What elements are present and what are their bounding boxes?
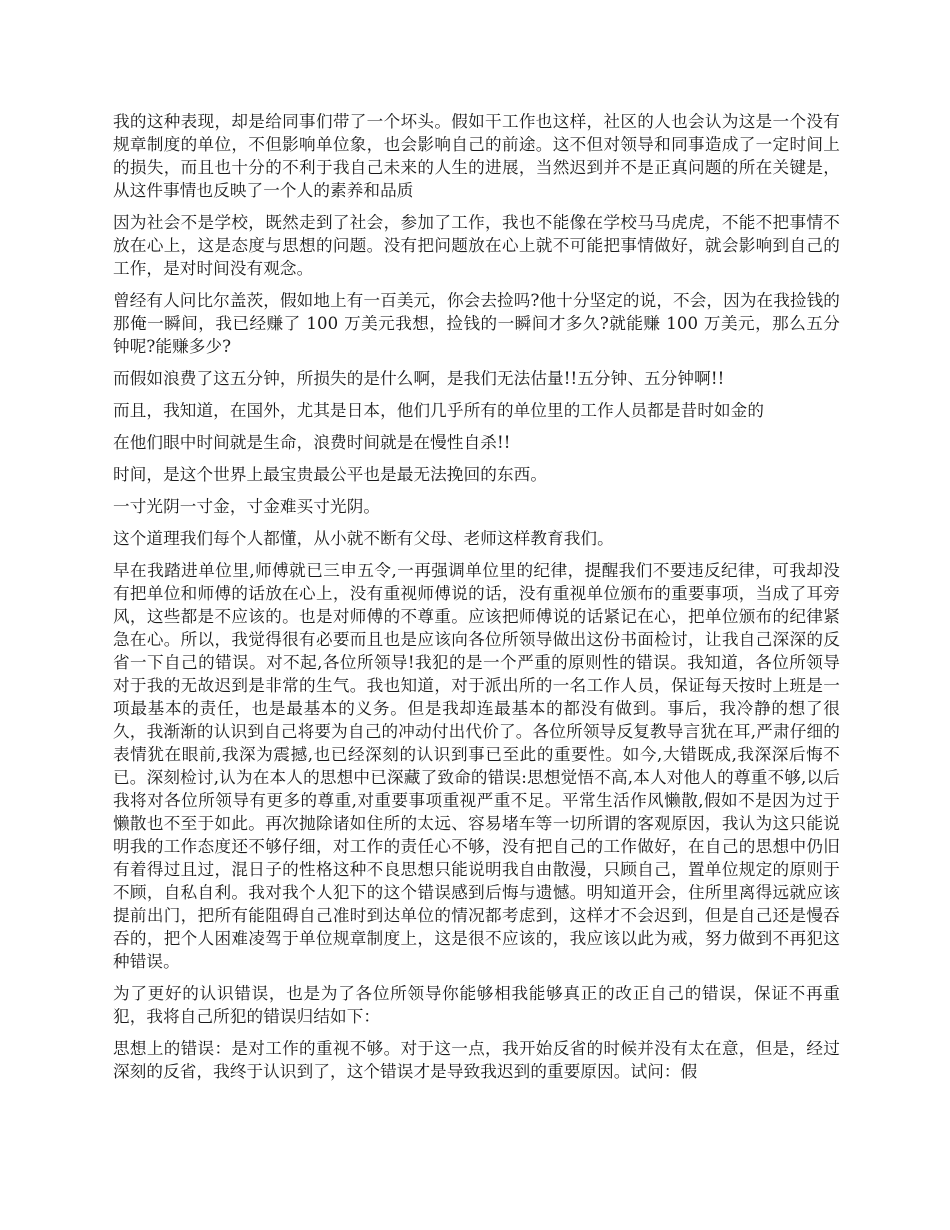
- paragraph: 而且，我知道，在国外，尤其是日本，他们几乎所有的单位里的工作人员都是昔时如金的: [113, 401, 765, 420]
- paragraph: 思想上的错误：是对工作的重视不够。对于这一点，我开始反省的时候并没有太在意，但是，经过深刻的反省，我终于认识到了，这个错误才是导致我迟到的重要原因。试问：假: [113, 1039, 840, 1081]
- paragraph: 而假如浪费了这五分钟，所损失的是什么啊，是我们无法估量!!五分钟、五分钟啊!!: [113, 369, 725, 388]
- paragraph: 时间，是这个世界上最宝贵最公平也是最无法挽回的东西。: [113, 465, 548, 484]
- paragraph: 一寸光阴一寸金，寸金难买寸光阴。: [113, 497, 381, 516]
- paragraph: 曾经有人问比尔盖茨，假如地上有一百美元，你会去捡吗?他十分坚定的说，不会，因为在我捡钱的那俺一瞬间，我已经赚了 100 万美元我想，捡钱的一瞬间才多久?就能赚 100 万美元，那么五分钟呢?能赚多少?: [113, 291, 840, 356]
- paragraph: 因为社会不是学校，既然走到了社会，参加了工作，我也不能像在学校马马虎虎，不能不把事情不放在心上，这是态度与思想的问题。没有把问题放在心上就不可能把事情做好，就会影响到自己的工作，是对时间没有观念。: [113, 213, 840, 278]
- paragraph: 早在我踏进单位里,师傅就已三申五令,一再强调单位里的纪律，提醒我们不要违反纪律，可我却没有把单位和师傅的话放在心上，没有重视师傅说的话，没有重视单位颁布的重要事项，当成了耳旁风，这些都是不应该的。也是对师傅的不尊重。应该把师傅说的话紧记在心，把单位颁布的纪律紧急在心。所以，我觉得很有必要而且也是应该向各位所领导做出这份书面检讨，让我自己深深的反省一下自己的错误。对不起,各位所领导!我犯的是一个严重的原则性的错误。我知道，各位所领导对于我的无故迟到是非常的生气。我也知道，对于派出所的一名工作人员，保证每天按时上班是一项最基本的责任，也是最基本的义务。但是我却连最基本的都没有做到。事后，我冷静的想了很久，我渐渐的认识到自己将要为自己的冲动付出代价了。各位所领导反复教导言犹在耳,严肃仔细的表情犹在眼前,我深为震撼,也已经深刻的认识到事已至此的重要性。如今,大错既成,我深深后悔不已。深刻检讨,认为在本人的思想中已深藏了致命的错误:思想觉悟不高,本人对他人的尊重不够,以后我将对各位所领导有更多的尊重,对重要事项重视严重不足。平常生活作风懒散,假如不是因为过于懒散也不至于如此。再次抛除诸如住所的太远、容易堵车等一切所谓的客观原因，我认为这只能说明我的工作态度还不够仔细，对工作的责任心不够，没有把自己的工作做好，在自己的思想中仍旧有着得过且过，混日子的性格这种不良思想只能说明我自由散漫，只顾自己，置单位规定的原则于不顾，自私自利。我对我个人犯下的这个错误感到后悔与遗憾。明知道开会，住所里离得远就应该提前出门，把所有能阻碍自己准时到达单位的情况都考虑到，这样才不会迟到，但是自己还是慢吞吞的，把个人困难凌驾于单位规章制度上，这是很不应该的，我应该以此为戒，努力做到不再犯这种错误。: [113, 561, 840, 971]
- paragraph: 为了更好的认识错误，也是为了各位所领导你能够相我能够真正的改正自己的错误，保证不再重犯，我将自己所犯的错误归结如下：: [113, 984, 840, 1026]
- paragraph: 这个道理我们每个人都懂，从小就不断有父母、老师这样教育我们。: [113, 529, 614, 548]
- document-body: [113, 110, 840, 1092]
- paragraph: 在他们眼中时间就是生命，浪费时间就是在慢性自杀!!: [113, 433, 511, 452]
- paragraph: 我的这种表现，却是给同事们带了一个坏头。假如干工作也这样，社区的人也会认为这是一个没有规章制度的单位，不但影响单位象，也会影响自己的前途。这不但对领导和同事造成了一定时间上的损失，而且也十分的不利于我自己未来的人生的进展，当然迟到并不是正真问题的所在关键是，从这件事情也反映了一个人的素养和品质: [113, 112, 840, 200]
